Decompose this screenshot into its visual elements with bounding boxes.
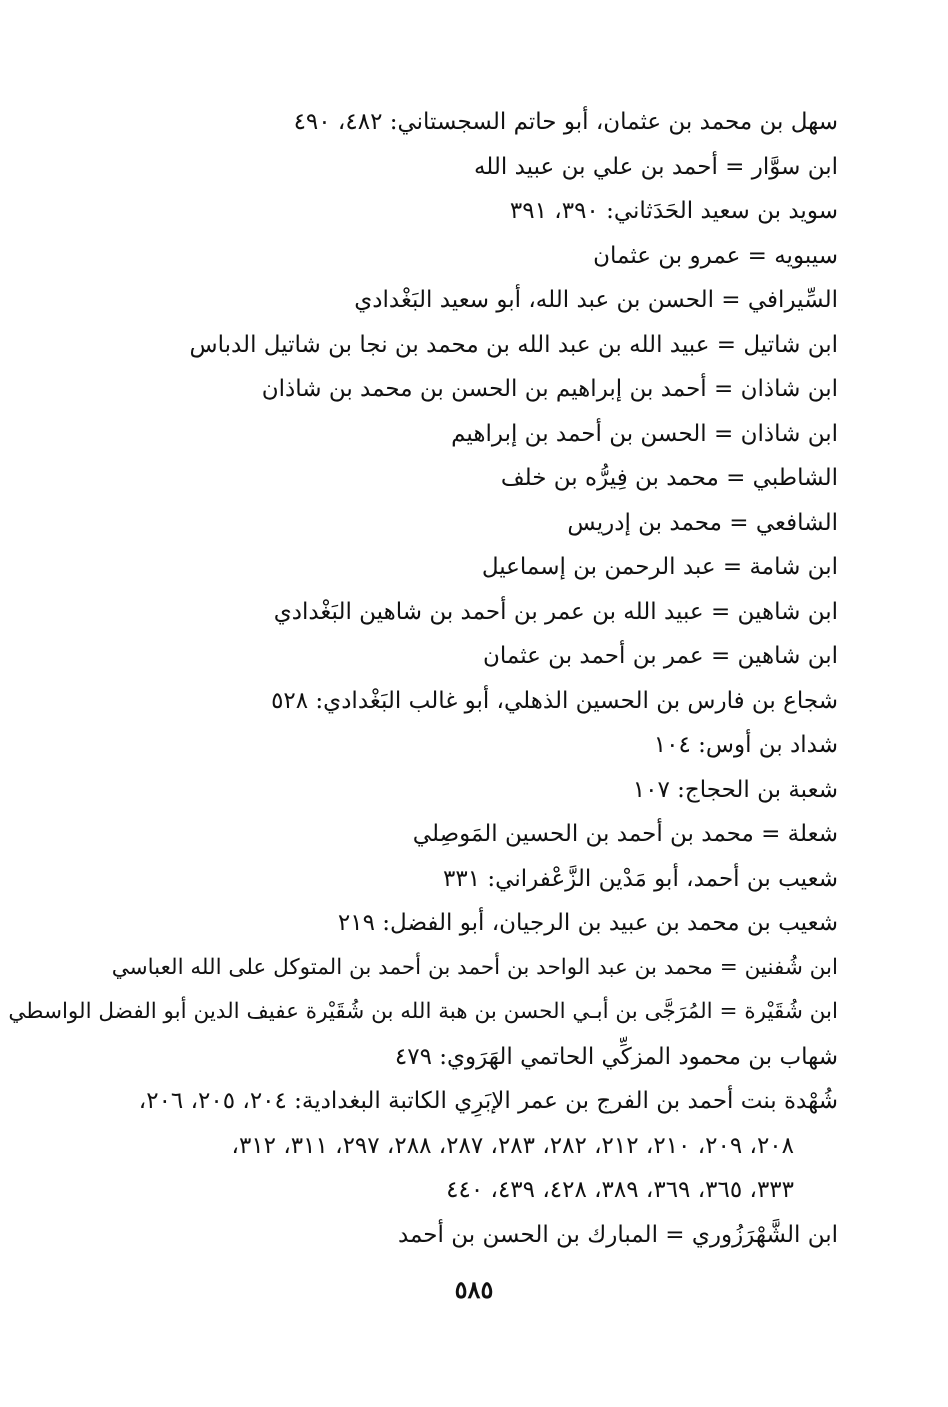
index-entry: شعبة بن الحجاج: ١٠٧ bbox=[632, 776, 838, 803]
entry-continuation-line: ٢٠٨، ٢٠٩، ٢١٠، ٢١٢، ٢٨٢، ٢٨٣، ٢٨٧، ٢٨٨، ٢٩٧، ٣١١، ٣١٢، bbox=[231, 1132, 794, 1159]
entry-line: شُهْدة بنت أحمد بن الفرج بن عمر الإبَرِي الكاتبة البغدادية: ٢٠٤، ٢٠٥، ٢٠٦، bbox=[138, 1088, 838, 1114]
index-entry: الشاطبي = محمد بن فِيرُّه بن خلف bbox=[500, 465, 838, 491]
page-number: ٥٨٥ bbox=[454, 1275, 494, 1304]
index-entry: ابن شامة = عبد الرحمن بن إسماعيل bbox=[481, 554, 838, 580]
index-entry: ابن شاهين = عبيد الله بن عمر بن أحمد بن شاهين البَغْدادي bbox=[273, 598, 838, 625]
index-entry: ابن شُفنين = محمد بن عبد الواحد بن أحمد بن أحمد بن المتوكل على الله العباسي bbox=[111, 954, 838, 980]
index-entry: ابن الشَّهْرَزُوري = المبارك بن الحسن بن أحمد bbox=[397, 1221, 838, 1248]
index-entry: شداد بن أوس: ١٠٤ bbox=[653, 732, 838, 758]
index-entry: ابن شُقَيْرة = المُرَجَّى بن أبـي الحسن بن هبة الله بن شُقَيْرة عفيف الدين أبو الفضل الواسطي bbox=[8, 999, 838, 1024]
index-entry: شعلة = محمد بن أحمد بن الحسين المَوصِلي bbox=[412, 821, 838, 847]
entry-continuation-line: ٣٣٣، ٣٦٥، ٣٦٩، ٣٨٩، ٤٢٨، ٤٣٩، ٤٤٠ bbox=[446, 1177, 794, 1203]
index-list bbox=[8, 100, 838, 1257]
index-entry: سيبويه = عمرو بن عثمان bbox=[593, 242, 838, 269]
index-entry: سويد بن سعيد الحَدَثاني: ٣٩٠، ٣٩١ bbox=[509, 198, 838, 224]
index-entry: شعيب بن أحمد، أبو مَدْين الزَّعْفراني: ٣٣١ bbox=[443, 865, 838, 892]
index-entry: سهل بن محمد بن عثمان، أبو حاتم السجستاني: ٤٨٢، ٤٩٠ bbox=[293, 109, 838, 135]
index-entry: ابن سوَّار = أحمد بن علي بن عبيد الله bbox=[473, 153, 838, 180]
index-entry: ابن شاهين = عمر بن أحمد بن عثمان bbox=[483, 643, 838, 669]
index-entry: شهاب بن محمود المزكِّي الحاتمي الهَرَوي: ٤٧٩ bbox=[394, 1043, 838, 1070]
index-entry: شعيب بن محمد بن عبيد بن الرجيان، أبو الفضل: ٢١٩ bbox=[337, 910, 838, 936]
index-entry: ابن شاذان = أحمد بن إبراهيم بن الحسن بن محمد بن شاذان bbox=[261, 376, 838, 402]
index-entry-multiline bbox=[108, 1079, 838, 1213]
index-entry: السِّيرافي = الحسن بن عبد الله، أبو سعيد البَغْدادي bbox=[354, 287, 838, 313]
index-entry: ابن شاتيل = عبيد الله بن عبد الله بن محمد بن نجا بن شاتيل الدباس bbox=[189, 331, 838, 358]
index-entry: ابن شاذان = الحسن بن أحمد بن إبراهيم bbox=[451, 420, 838, 447]
index-entry: الشافعي = محمد بن إدريس bbox=[567, 509, 838, 536]
index-entry: شجاع بن فارس بن الحسين الذهلي، أبو غالب البَغْدادي: ٥٢٨ bbox=[271, 687, 838, 714]
